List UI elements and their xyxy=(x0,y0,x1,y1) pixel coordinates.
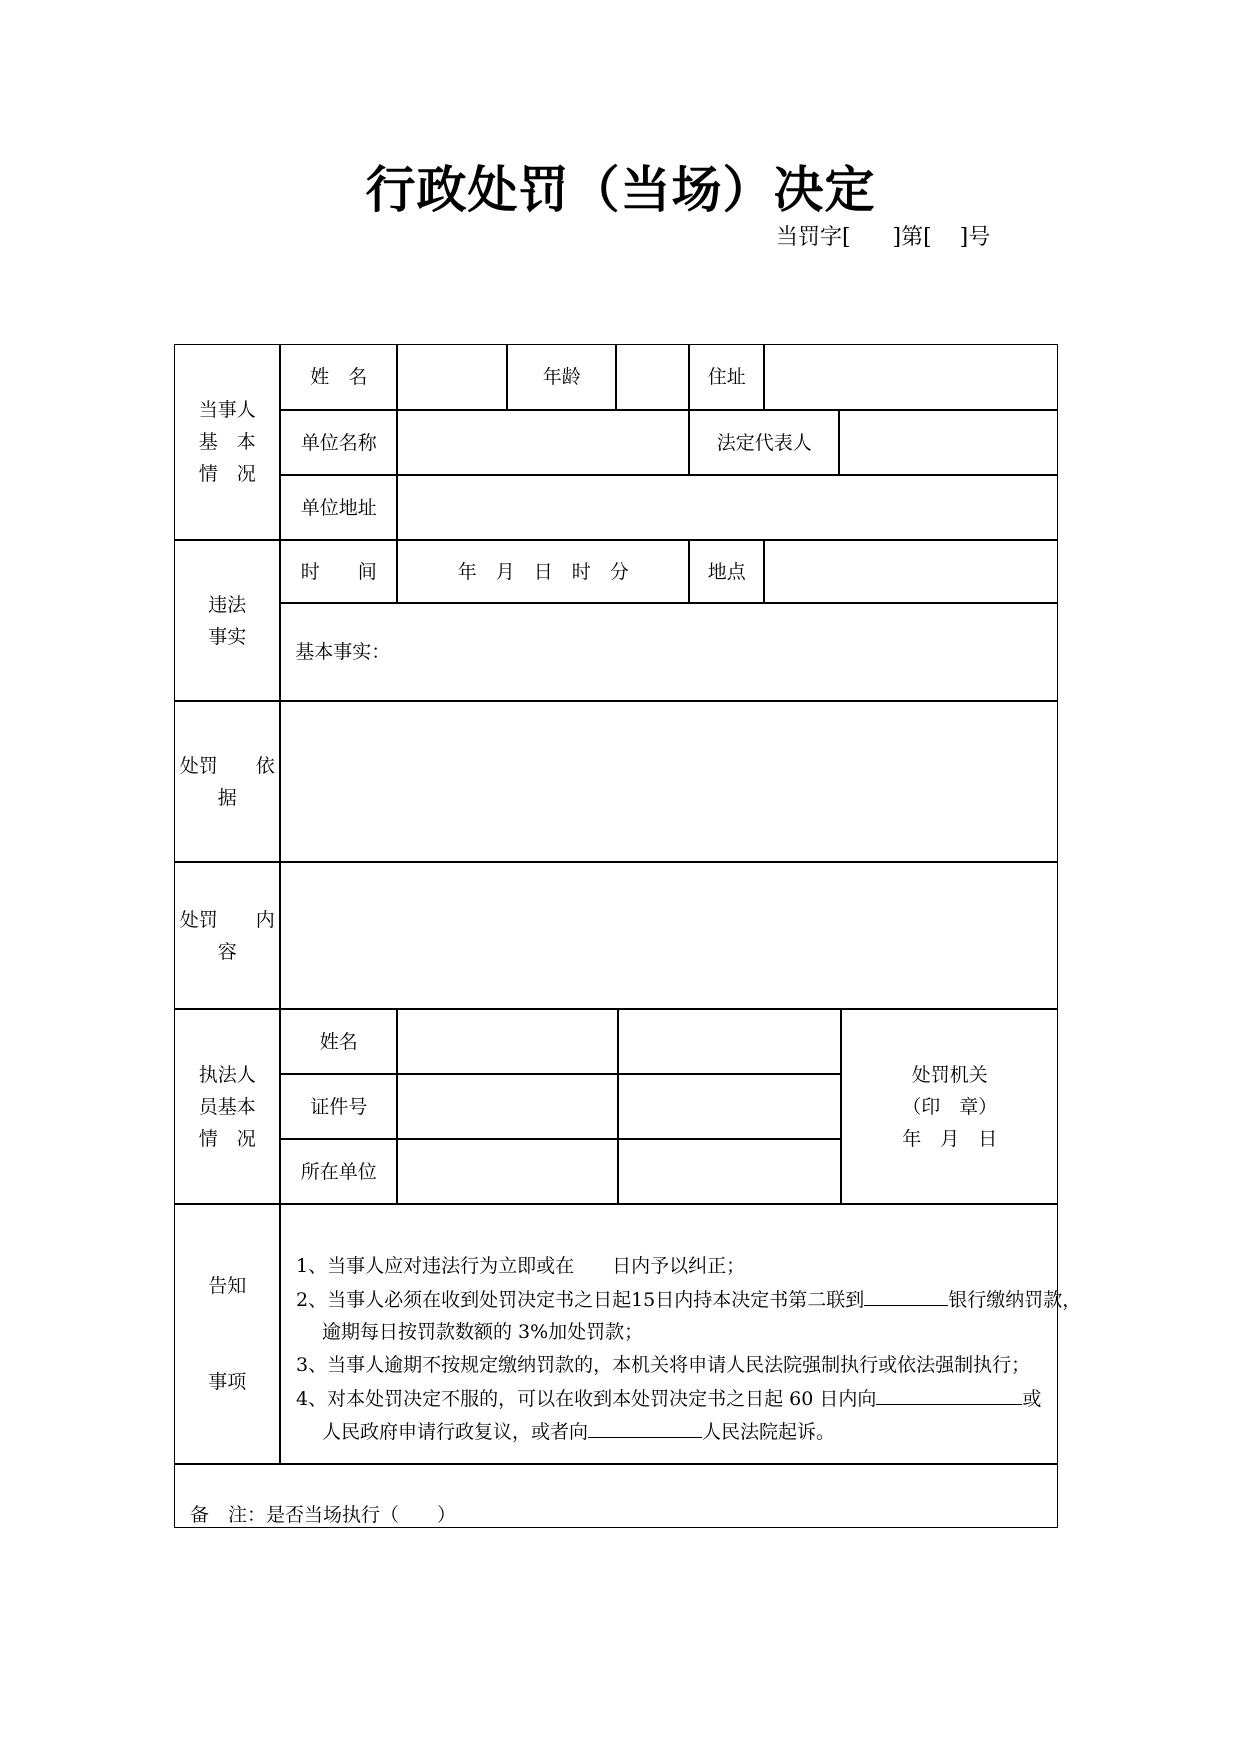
basis-field[interactable] xyxy=(280,701,1058,862)
place-field[interactable] xyxy=(764,540,1058,603)
party-label-line-2: 基 本 xyxy=(198,431,256,454)
court-blank[interactable] xyxy=(588,1415,702,1438)
officers-label-line-3: 情 况 xyxy=(198,1127,256,1150)
unit-name-label: 单位名称 xyxy=(280,410,397,475)
notice-item-4: 4、对本处罚决定不服的，可以在收到本处罚决定书之日起 60 日内向 或 xyxy=(296,1382,1081,1415)
seal-label: （印 章） xyxy=(902,1095,998,1118)
officers-label-line-1: 执法人 xyxy=(198,1063,256,1086)
officer-2-name-field[interactable] xyxy=(618,1009,841,1074)
violation-label-line-2: 事实 xyxy=(208,625,247,648)
violation-section-label xyxy=(174,540,280,701)
basic-facts-label: 基本事实： xyxy=(295,641,391,664)
name-label: 姓 名 xyxy=(280,344,397,410)
time-label: 时 间 xyxy=(280,540,397,603)
place-label: 地点 xyxy=(689,540,764,603)
address-label: 住址 xyxy=(689,344,764,410)
basis-label-line-2: 据 xyxy=(217,786,237,809)
address-field[interactable] xyxy=(764,344,1058,410)
party-label-line-1: 当事人 xyxy=(198,399,256,422)
remark-text: 备 注：是否当场执行（ ） xyxy=(190,1504,457,1526)
unit-name-field[interactable] xyxy=(397,410,689,475)
officer-2-id-field[interactable] xyxy=(618,1074,841,1139)
notice-label-line-2: 事项 xyxy=(208,1371,247,1394)
document-number: 当罚字[ ]第[ ]号 xyxy=(776,225,991,250)
party-section-label xyxy=(174,344,280,540)
officer-id-label: 证件号 xyxy=(280,1074,397,1139)
authority-seal-box[interactable] xyxy=(841,1009,1058,1204)
officer-name-label: 姓名 xyxy=(280,1009,397,1074)
officers-section-label xyxy=(174,1009,280,1204)
notice-item-2-cont: 逾期每日按罚款数额的 3%加处罚款； xyxy=(322,1321,644,1343)
bank-blank[interactable] xyxy=(864,1283,948,1306)
notice-section-label xyxy=(174,1204,280,1464)
time-field[interactable]: 年 月 日 时 分 xyxy=(397,540,689,603)
basis-section-label xyxy=(174,701,280,862)
content-section-label xyxy=(174,862,280,1009)
age-field[interactable] xyxy=(616,344,689,410)
authority-date-label: 年 月 日 xyxy=(902,1127,998,1150)
basic-facts-field[interactable] xyxy=(280,603,1058,701)
notice-items xyxy=(296,1250,1081,1448)
officer-1-name-field[interactable] xyxy=(397,1009,618,1074)
unit-address-field[interactable] xyxy=(397,475,1058,540)
notice-item-4-cont: 人民政府申请行政复议，或者向 人民法院起诉。 xyxy=(296,1415,1081,1448)
legal-rep-field[interactable] xyxy=(839,410,1058,475)
officer-1-unit-field[interactable] xyxy=(397,1139,618,1204)
content-label-line-1: 处罚 内 xyxy=(179,908,275,931)
officer-1-id-field[interactable] xyxy=(397,1074,618,1139)
content-label-line-2: 容 xyxy=(217,940,237,963)
officer-2-unit-field[interactable] xyxy=(618,1139,841,1204)
content-field[interactable] xyxy=(280,862,1058,1009)
party-label-line-3: 情 况 xyxy=(198,463,256,486)
officers-label-line-2: 员基本 xyxy=(198,1095,256,1118)
basis-label-line-1: 处罚 依 xyxy=(179,754,275,777)
officer-unit-label: 所在单位 xyxy=(280,1139,397,1204)
age-label: 年龄 xyxy=(507,344,616,410)
notice-label-line-1: 告知 xyxy=(208,1275,247,1298)
document-title: 行政处罚（当场）决定 xyxy=(365,161,876,219)
review-authority-blank[interactable] xyxy=(876,1382,1022,1405)
notice-item-1: 1、当事人应对违法行为立即或在 日内予以纠正； xyxy=(296,1255,746,1277)
legal-rep-label: 法定代表人 xyxy=(689,410,839,475)
violation-label-line-1: 违法 xyxy=(208,593,247,616)
notice-item-3: 3、当事人逾期不按规定缴纳罚款的，本机关将申请人民法院强制执行或依法强制执行； xyxy=(296,1354,1031,1376)
name-field[interactable] xyxy=(397,344,507,410)
notice-item-2: 2、当事人必须在收到处罚决定书之日起15日内持本决定书第二联到 银行缴纳罚款， xyxy=(296,1283,1081,1316)
unit-address-label: 单位地址 xyxy=(280,475,397,540)
authority-label: 处罚机关 xyxy=(911,1063,988,1086)
